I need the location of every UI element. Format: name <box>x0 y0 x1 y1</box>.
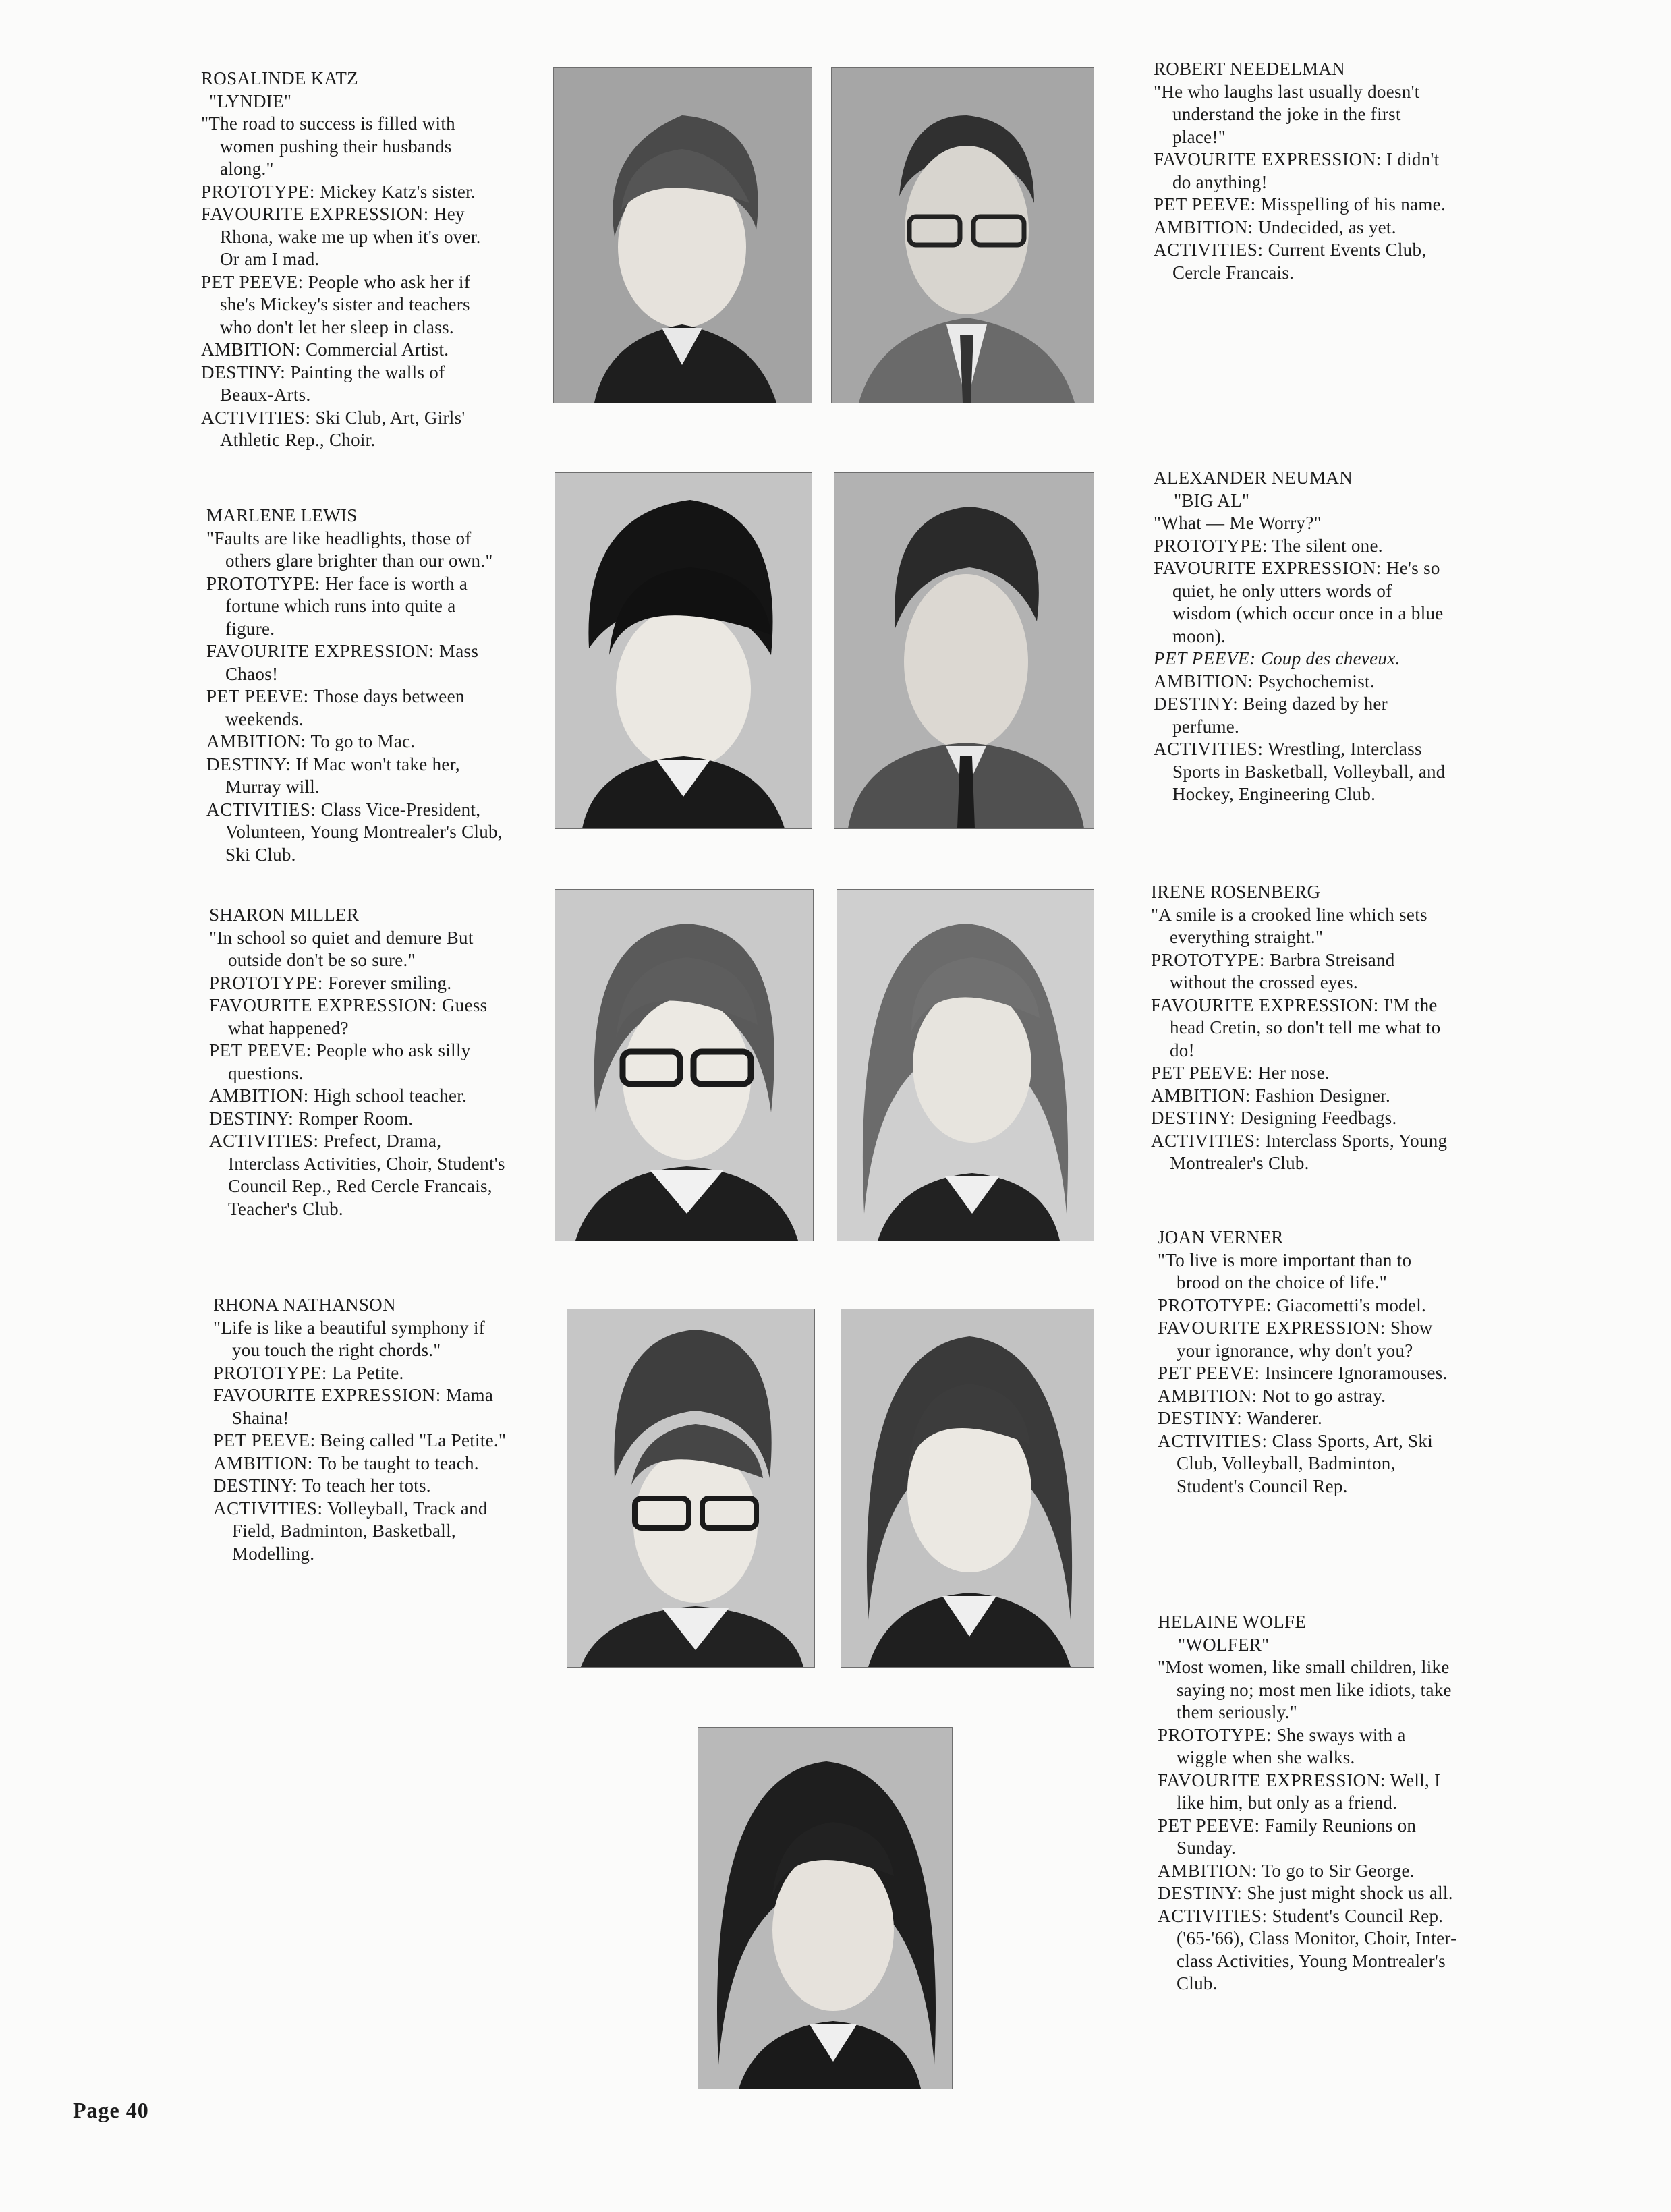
entry-line: AMBITION: Fashion Designer. <box>1151 1085 1391 1106</box>
entry-line: "What — Me Worry?" <box>1154 513 1322 533</box>
student-name: ALEXANDER NEUMAN <box>1154 467 1353 488</box>
portrait-photo-sharon-miller <box>555 889 814 1241</box>
entry-line: "Faults are like headlights, those of others glare brighter than our own." <box>206 528 493 571</box>
entry-line: "Most women, like small children, like saying no; most men like idiots, take them seriously." <box>1158 1657 1452 1722</box>
portrait-photo-helaine-wolfe <box>698 1727 953 2089</box>
entry-line: AMBITION: Commercial Artist. <box>201 339 449 360</box>
entry-line: PROTOTYPE: Mickey Katz's sister. <box>201 181 476 202</box>
student-name: IRENE ROSENBERG <box>1151 882 1321 902</box>
entry-line: DESTINY: Being dazed by her perfume. <box>1154 693 1388 737</box>
entry-line: AMBITION: High school teacher. <box>209 1085 468 1106</box>
portrait-photo-alexander-neuman <box>834 472 1094 829</box>
entry-line: PROTOTYPE: Forever smiling. <box>209 972 452 993</box>
entry-marlene-lewis <box>206 505 503 866</box>
entry-line: PROTOTYPE: The silent one. <box>1154 535 1383 556</box>
entry-line: PET PEEVE: Coup des cheveux. <box>1154 648 1400 669</box>
entry-line: AMBITION: Not to go astray. <box>1158 1385 1386 1406</box>
entry-line: ACTIVITIES: Class Vice-President, Volunteen, Young Montrealer's Club, Ski Club. <box>206 799 503 865</box>
portrait-photo-rosalinde-katz <box>553 67 812 403</box>
student-name: RHONA NATHANSON <box>213 1295 396 1315</box>
entry-line: DESTINY: Designing Feedbags. <box>1151 1108 1397 1128</box>
student-name: ROSALINDE KATZ <box>201 68 358 88</box>
entry-alexander-neuman <box>1154 467 1454 806</box>
entry-line: AMBITION: Psychochemist. <box>1154 671 1375 691</box>
entry-line: PROTOTYPE: Giacometti's model. <box>1158 1295 1427 1315</box>
entry-line: PET PEEVE: Insincere Ignoramouses. <box>1158 1363 1448 1383</box>
student-name: MARLENE LEWIS <box>206 505 358 526</box>
entry-line: PET PEEVE: People who ask silly questions. <box>209 1040 471 1083</box>
portrait-photo-irene-rosenberg <box>837 889 1094 1241</box>
entry-sharon-miller <box>209 904 509 1220</box>
entry-line: PET PEEVE: Her nose. <box>1151 1062 1330 1083</box>
entry-line: ACTIVITIES: Prefect, Drama, Interclass Activities, Choir, Student's Council Rep., Red Cercle Francais, Teacher's Club. <box>209 1131 505 1219</box>
entry-helaine-wolfe <box>1158 1611 1458 1995</box>
entry-line: DESTINY: Painting the walls of Beaux-Arts. <box>201 362 445 405</box>
entry-line: ACTIVITIES: Current Events Club, Cercle Francais. <box>1154 239 1427 283</box>
entry-line: PROTOTYPE: Barbra Streisand without the crossed eyes. <box>1151 949 1395 992</box>
student-nickname: "BIG AL" <box>1174 490 1250 511</box>
student-name: HELAINE WOLFE <box>1158 1612 1307 1632</box>
entry-line: "In school so quiet and demure But outside don't be so sure." <box>209 927 474 970</box>
entry-line: AMBITION: To go to Sir George. <box>1158 1860 1415 1881</box>
entry-line: FAVOURITE EXPRESSION: Mama Shaina! <box>213 1385 494 1428</box>
entry-line: "To live is more important than to brood on the choice of life." <box>1158 1249 1412 1293</box>
page-number: Page 40 <box>73 2098 149 2122</box>
entry-line: "A smile is a crooked line which sets everything straight." <box>1151 904 1427 947</box>
entry-line: PROTOTYPE: Her face is worth a fortune which runs into quite a figure. <box>206 573 468 639</box>
student-name: JOAN VERNER <box>1158 1227 1284 1247</box>
entry-line: "Life is like a beautiful symphony if you touch the right chords." <box>213 1317 486 1360</box>
entry-line: PET PEEVE: Those days between weekends. <box>206 686 465 729</box>
entry-line: FAVOURITE EXPRESSION: Guess what happened? <box>209 995 488 1038</box>
entry-line: FAVOURITE EXPRESSION: Well, I like him, but only as a friend. <box>1158 1769 1441 1813</box>
portrait-photo-joan-verner <box>841 1309 1094 1668</box>
student-nickname: "WOLFER" <box>1178 1634 1270 1655</box>
entry-line: PET PEEVE: Being called "La Petite." <box>213 1430 507 1450</box>
entry-line: PET PEEVE: People who ask her if she's Mickey's sister and teachers who don't let her sleep in class. <box>201 271 471 337</box>
entry-line: "He who laughs last usually doesn't understand the joke in the first place!" <box>1154 81 1420 147</box>
entry-line: FAVOURITE EXPRESSION: Hey Rhona, wake me up when it's over. Or am I mad. <box>201 204 481 269</box>
entry-line: FAVOURITE EXPRESSION: He's so quiet, he only utters words of wisdom (which occur once in a blue moon). <box>1154 558 1444 646</box>
entry-line: PET PEEVE: Misspelling of his name. <box>1154 194 1446 215</box>
entry-line: ACTIVITIES: Class Sports, Art, Ski Club, Volleyball, Badminton, Student's Council Rep. <box>1158 1430 1434 1496</box>
entry-line: FAVOURITE EXPRESSION: I didn't do anything! <box>1154 149 1440 192</box>
entry-rosalinde-katz <box>201 67 498 452</box>
entry-line: ACTIVITIES: Interclass Sports, Young Montrealer's Club. <box>1151 1130 1448 1173</box>
entry-line: "The road to success is filled with women pushing their husbands along." <box>201 113 455 179</box>
entry-line: DESTINY: To teach her tots. <box>213 1475 431 1496</box>
entry-robert-needelman <box>1154 58 1450 284</box>
student-name: SHARON MILLER <box>209 905 360 925</box>
entry-joan-verner <box>1158 1226 1458 1498</box>
portrait-photo-robert-needelman <box>831 67 1094 403</box>
entry-line: FAVOURITE EXPRESSION: Mass Chaos! <box>206 641 479 684</box>
student-name: ROBERT NEEDELMAN <box>1154 59 1345 79</box>
entry-line: FAVOURITE EXPRESSION: Show your ignorance, why don't you? <box>1158 1317 1433 1361</box>
entry-line: AMBITION: To go to Mac. <box>206 731 416 751</box>
entry-line: DESTINY: She just might shock us all. <box>1158 1883 1453 1903</box>
entry-line: FAVOURITE EXPRESSION: I'M the head Cretin, so don't tell me what to do! <box>1151 994 1441 1060</box>
entry-line: ACTIVITIES: Ski Club, Art, Girls' Athletic Rep., Choir. <box>201 407 465 450</box>
entry-rhona-nathanson <box>213 1294 513 1565</box>
entry-line: DESTINY: If Mac won't take her, Murray will. <box>206 754 460 797</box>
entry-line: ACTIVITIES: Wrestling, Interclass Sports in Basketball, Volleyball, and Hockey, Engineering Club. <box>1154 739 1446 804</box>
entry-line: ACTIVITIES: Student's Council Rep. ('65-'66), Class Monitor, Choir, Inter-class Activities, Young Montrealer's Club. <box>1158 1905 1457 1993</box>
student-nickname: "LYNDIE" <box>209 90 292 111</box>
entry-irene-rosenberg <box>1151 881 1451 1175</box>
entry-line: AMBITION: Undecided, as yet. <box>1154 217 1396 237</box>
entry-line: PROTOTYPE: She sways with a wiggle when she walks. <box>1158 1724 1406 1767</box>
portrait-photo-marlene-lewis <box>555 472 812 829</box>
portrait-photo-rhona-nathanson <box>567 1309 815 1668</box>
entry-line: AMBITION: To be taught to teach. <box>213 1452 479 1473</box>
entry-line: DESTINY: Romper Room. <box>209 1108 414 1129</box>
entry-line: ACTIVITIES: Volleyball, Track and Field, Badminton, Basketball, Modelling. <box>213 1498 488 1564</box>
entry-line: PROTOTYPE: La Petite. <box>213 1362 404 1383</box>
entry-line: DESTINY: Wanderer. <box>1158 1408 1323 1428</box>
entry-line: PET PEEVE: Family Reunions on Sunday. <box>1158 1815 1417 1858</box>
